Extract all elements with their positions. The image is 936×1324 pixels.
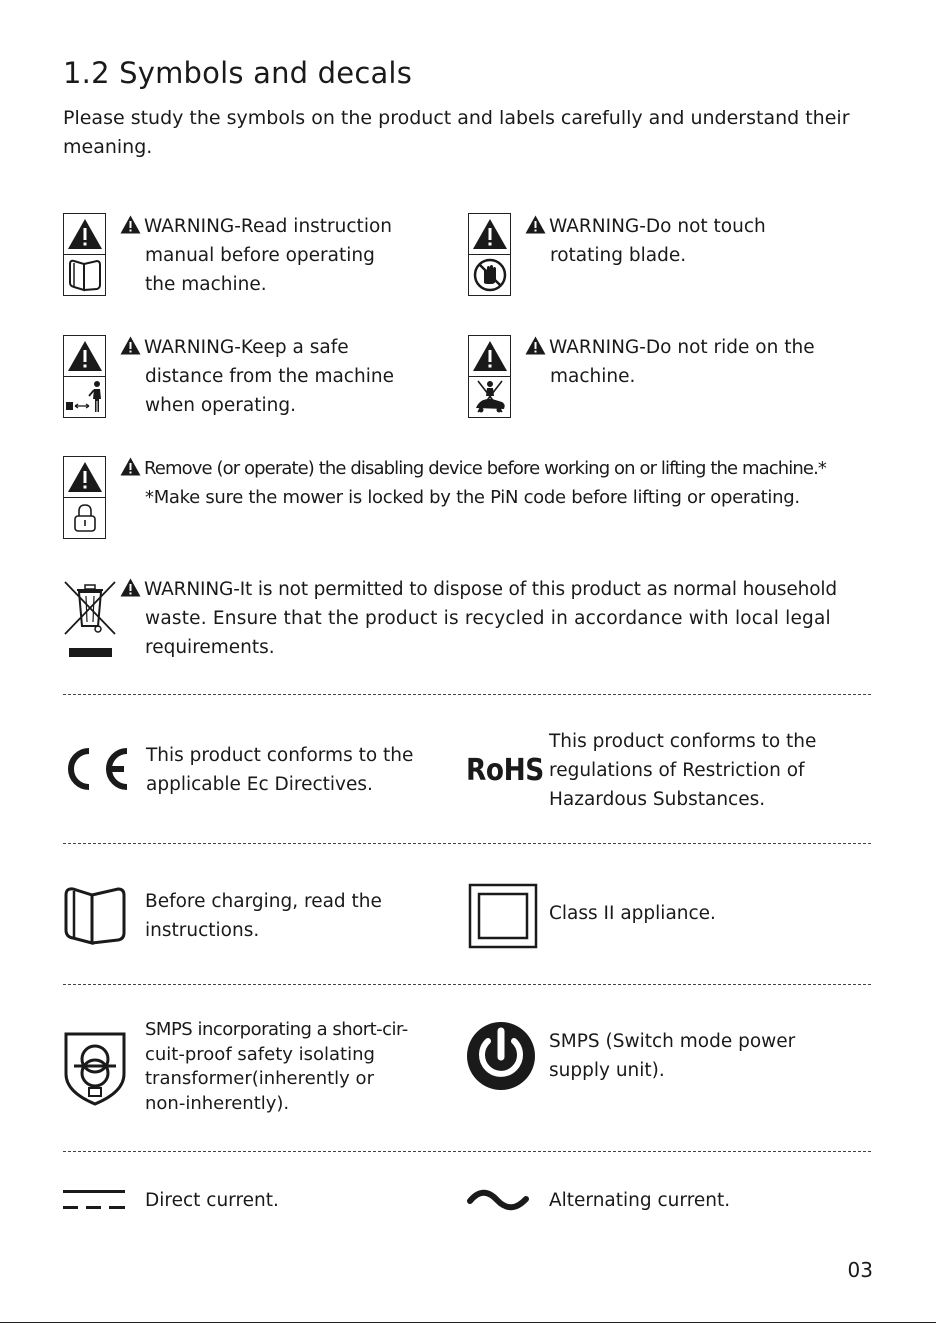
warning-triangle-icon xyxy=(120,578,141,597)
page-title: 1.2 Symbols and decals xyxy=(63,56,413,90)
no-touch-hand-icon xyxy=(469,254,510,295)
warning-line: machine. xyxy=(550,366,636,387)
dc-text: Direct current. xyxy=(145,1190,279,1211)
warning-line: WARNING-It is not permitted to dispose of this product as normal household xyxy=(144,579,837,600)
manual-book-icon xyxy=(64,254,105,295)
no-riding-icon xyxy=(469,376,510,417)
warning-line: Remove (or operate) the disabling device before working on or lifting the machine.* xyxy=(144,458,826,479)
alternating-current-icon xyxy=(466,1187,530,1213)
warning-line: the machine. xyxy=(145,274,267,295)
warning-line: manual before operating xyxy=(145,245,375,266)
warning-triangle-icon xyxy=(120,215,141,234)
divider xyxy=(63,984,871,985)
warning-triangle-icon xyxy=(64,336,105,376)
charging-line: instructions. xyxy=(145,920,260,941)
padlock-icon xyxy=(64,497,105,538)
warning-blade-icon-box xyxy=(468,213,511,296)
warning-triangle-icon xyxy=(469,214,510,254)
smps-transformer-line: cuit-proof safety isolating xyxy=(145,1043,375,1065)
warning-line: *Make sure the mower is locked by the PiN code before lifting or operating. xyxy=(145,487,800,508)
smps-transformer-text xyxy=(145,1018,445,1116)
warning-line: requirements. xyxy=(145,637,275,658)
safety-transformer-icon xyxy=(62,1028,128,1108)
warning-line: WARNING-Do not ride on the xyxy=(549,337,815,358)
divider xyxy=(63,843,871,844)
divider xyxy=(63,1151,871,1152)
smps-transformer-line: non-inherently). xyxy=(145,1092,290,1114)
warning-manual-icon-box xyxy=(63,213,106,296)
warning-distance-text xyxy=(120,333,440,420)
rohs-text xyxy=(549,727,869,814)
warning-triangle-icon xyxy=(120,336,141,355)
warning-no-ride-icon-box xyxy=(468,335,511,418)
ce-line: applicable Ec Directives. xyxy=(146,774,373,795)
direct-current-icon xyxy=(62,1187,126,1213)
warning-line: waste. Ensure that the product is recycled in accordance with local legal xyxy=(145,608,831,629)
power-icon xyxy=(466,1021,536,1091)
charging-line: Before charging, read the xyxy=(145,891,382,912)
rohs-line: Hazardous Substances. xyxy=(549,789,766,810)
rohs-line: regulations of Restriction of xyxy=(549,760,805,781)
warning-lock-text xyxy=(120,454,880,512)
ce-line: This product conforms to the xyxy=(146,745,414,766)
class-ii-text: Class II appliance. xyxy=(549,903,716,924)
rohs-logo: RoHS xyxy=(466,753,544,788)
ce-text xyxy=(146,741,446,799)
warning-line: WARNING-Keep a safe xyxy=(144,337,349,358)
warning-triangle-icon xyxy=(64,214,105,254)
ce-mark-icon xyxy=(63,745,131,793)
warning-manual-text xyxy=(120,212,440,299)
warning-line: rotating blade. xyxy=(550,245,687,266)
warning-line: WARNING-Do not touch xyxy=(549,216,766,237)
warning-triangle-icon xyxy=(120,457,141,476)
warning-distance-icon-box xyxy=(63,335,106,418)
ac-text: Alternating current. xyxy=(549,1190,731,1211)
warning-line: when operating. xyxy=(145,395,296,416)
warning-weee-text xyxy=(120,575,880,662)
divider xyxy=(63,694,871,695)
warning-no-ride-text xyxy=(525,333,865,391)
crossed-bin-icon xyxy=(63,578,117,660)
bottom-rule xyxy=(0,1322,936,1323)
class-ii-icon xyxy=(468,883,538,949)
smps-transformer-line: transformer(inherently or xyxy=(145,1068,374,1089)
charging-text xyxy=(145,887,445,945)
page-number: 03 xyxy=(847,1258,873,1282)
rohs-line: This product conforms to the xyxy=(549,731,817,752)
warning-triangle-icon xyxy=(525,215,546,234)
warning-triangle-icon xyxy=(469,336,510,376)
warning-triangle-icon xyxy=(64,457,105,497)
warning-blade-text xyxy=(525,212,865,270)
smps-line: supply unit). xyxy=(549,1060,665,1081)
smps-text xyxy=(549,1027,869,1085)
warning-triangle-icon xyxy=(525,336,546,355)
smps-line: SMPS (Switch mode power xyxy=(549,1031,796,1052)
manual-book-icon xyxy=(62,885,128,947)
intro-text: Please study the symbols on the product and labels carefully and understand their meaning. xyxy=(63,107,850,158)
warning-lock-icon-box xyxy=(63,456,106,539)
smps-transformer-line: SMPS incorporating a short-cir- xyxy=(145,1019,408,1040)
warning-line: WARNING-Read instruction xyxy=(144,216,392,237)
keep-distance-icon xyxy=(64,376,105,417)
warning-line: distance from the machine xyxy=(145,366,394,387)
